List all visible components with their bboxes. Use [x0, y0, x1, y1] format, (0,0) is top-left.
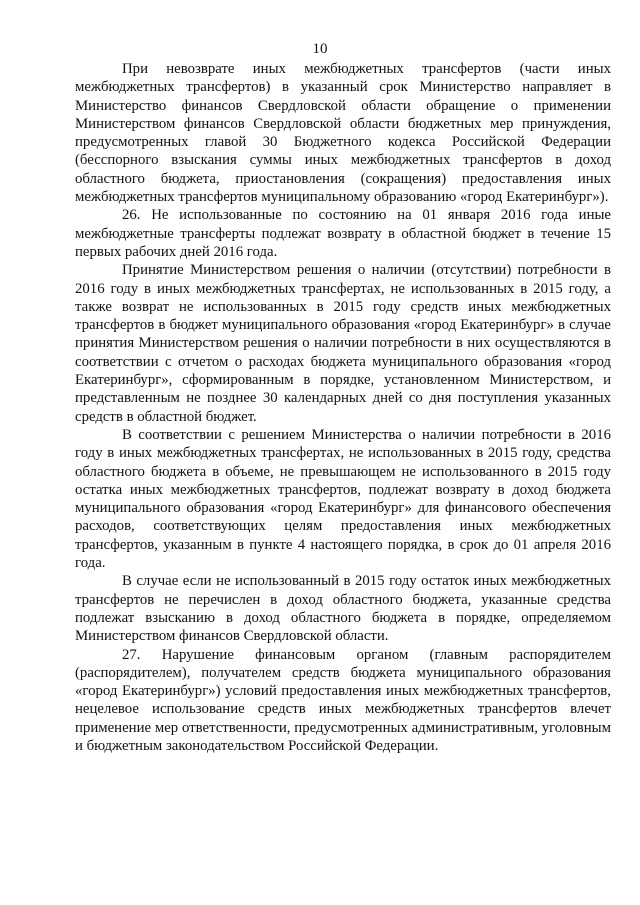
paragraph-27-liability: 27. Нарушение финансовым органом (главным распорядителем (распорядителем), получателем средств бюджета муниципального образования «город Екатеринбург») условий предоставления иных межбюджетных трансфертов, нецелевое использование средств иных межбюджетных трансфертов влечет применение мер ответственности, предусмотренных административным, уголовным и бюджетным законодательством Российской Федерации.	[75, 646, 611, 754]
paragraph-26-return-unused: 26. Не использованные по состоянию на 01 января 2016 года иные межбюджетные трансферты подлежат возврату в областной бюджет в течение 15 первых рабочих дней 2016 года.	[75, 207, 611, 260]
page-number: 10	[312, 41, 328, 57]
paragraph-recovery: В случае если не использованный в 2015 году остаток иных межбюджетных трансфертов не перечислен в доход областного бюджета, указанные средства подлежат взысканию в доход областного бюджета в порядке, определяемом Министерством финансов Свердловской области.	[75, 573, 611, 645]
paragraph-nonreturn-measures: При невозврате иных межбюджетных трансфертов (части иных межбюджетных трансфертов) в указанный срок Министерство направляет в Министерство финансов Свердловской области обращение о применении Министерством финансов Свердловской области бюджетных мер принуждения, предусмотренных главой 30 Бюджетного кодекса Российской Федерации (бесспорного взыскания суммы иных межбюджетных трансфертов в доход областного бюджета, приостановления (сокращения) предоставления иных межбюджетных трансфертов муниципальному образованию «город Екатеринбург»).	[75, 61, 611, 206]
paragraph-return-to-budget: В соответствии с решением Министерства о наличии потребности в 2016 году в иных межбюджетных трансфертах, не использованных в 2015 году, средства областного бюджета в объеме, не превышающем не использованного в 2015 году остатка иных межбюджетных трансфертов, подлежат возврату в доход бюджета муниципального образования «город Екатеринбург» для финансового обеспечения расходов, соответствующих целям предоставления иных межбюджетных трансфертов, указанным в пункте 4 настоящего порядка, в срок до 01 апреля 2016 года.	[75, 426, 611, 572]
paragraph-need-decision: Принятие Министерством решения о наличии (отсутствии) потребности в 2016 году в иных межбюджетных трансфертах, не использованных в 2015 году, а также возврат не использованных в 2015 году средств иных межбюджетных трансфертов в бюджет муниципального образования «город Екатеринбург» в случае принятия Министерством решения о наличии потребности в них осуществляются в соответствии с отчетом о расходах бюджета муниципального образования «город Екатеринбург», сформированным в порядке, установленном Министерством, и представленным не позднее 30 календарных дней со дня поступления указанных средств в областной бюджет.	[75, 262, 611, 425]
document-body	[75, 60, 611, 755]
